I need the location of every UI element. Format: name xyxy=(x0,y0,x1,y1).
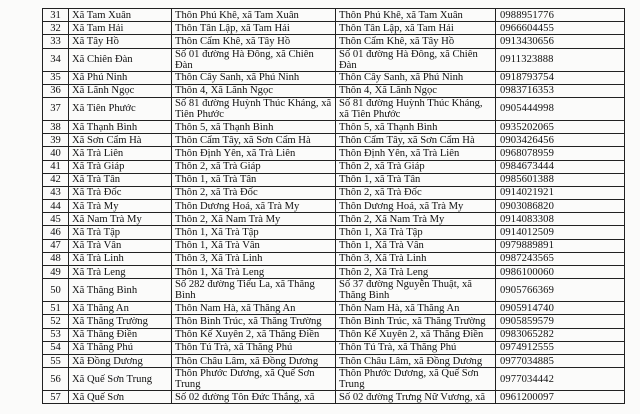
table-row xyxy=(43,200,625,213)
address-cell: Thôn 5, xã Thạnh Bình xyxy=(172,120,336,133)
commune-name-cell: Xã Trà Linh xyxy=(69,252,172,265)
row-number-cell: 31 xyxy=(43,9,69,22)
commune-name-cell: Xã Thăng Trường xyxy=(69,315,172,328)
address-alt-cell: Thôn Bình Trúc, xã Thăng Trường xyxy=(336,315,496,328)
address-cell: Thôn Châu Lâm, xã Đồng Dương xyxy=(172,354,336,367)
commune-name-cell: Xã Trà Đốc xyxy=(69,186,172,199)
commune-name-cell: Xã Trà Vân xyxy=(69,239,172,252)
phone-number-cell: 0911323888 xyxy=(496,48,625,71)
address-alt-cell: Thôn Nam Hà, xã Thăng An xyxy=(336,302,496,315)
commune-name-cell: Xã Thăng An xyxy=(69,302,172,315)
commune-name-cell: Xã Thăng Phú xyxy=(69,341,172,354)
phone-number-cell: 0914012509 xyxy=(496,226,625,239)
phone-number-cell: 0974912555 xyxy=(496,341,625,354)
address-alt-cell: Thôn 1, Xã Trà Vân xyxy=(336,239,496,252)
address-cell: Thôn Cây Sanh, xã Phú Ninh xyxy=(172,71,336,84)
table-row xyxy=(43,279,625,302)
phone-number-cell: 0905859579 xyxy=(496,315,625,328)
table-row xyxy=(43,213,625,226)
address-cell: Thôn 2, xã Trà Đốc xyxy=(172,186,336,199)
commune-name-cell: Xã Tiên Phước xyxy=(69,97,172,120)
address-cell: Số 81 đường Huỳnh Thúc Kháng, xã Tiên Phước xyxy=(172,97,336,120)
row-number-cell: 47 xyxy=(43,239,69,252)
phone-number-cell: 0935202065 xyxy=(496,120,625,133)
address-alt-cell: Số 01 đường Hà Đông, xã Chiên Đàn xyxy=(336,48,496,71)
row-number-cell: 57 xyxy=(43,391,69,404)
address-cell: Thôn Phú Khê, xã Tam Xuân xyxy=(172,9,336,22)
address-cell: Số 282 đường Tiểu La, xã Thăng Bình xyxy=(172,279,336,302)
table-row xyxy=(43,120,625,133)
address-cell: Thôn 1, Xã Trà Vân xyxy=(172,239,336,252)
address-alt-cell: Thôn 4, Xã Lãnh Ngọc xyxy=(336,84,496,97)
address-cell: Thôn Nam Hà, xã Thăng An xyxy=(172,302,336,315)
commune-name-cell: Xã Trà Tân xyxy=(69,173,172,186)
row-number-cell: 44 xyxy=(43,200,69,213)
address-alt-cell: Số 81 đường Huỳnh Thúc Kháng, xã Tiên Phước xyxy=(336,97,496,120)
row-number-cell: 56 xyxy=(43,368,69,391)
row-number-cell: 38 xyxy=(43,120,69,133)
table-row xyxy=(43,147,625,160)
phone-number-cell: 0914021921 xyxy=(496,186,625,199)
table-row xyxy=(43,71,625,84)
address-cell: Số 01 đường Hà Đông, xã Chiên Đàn xyxy=(172,48,336,71)
phone-number-cell: 0961200097 xyxy=(496,391,625,404)
address-cell: Số 02 đường Tôn Đức Thắng, xã xyxy=(172,391,336,404)
phone-number-cell: 0984673444 xyxy=(496,160,625,173)
row-number-cell: 52 xyxy=(43,315,69,328)
address-alt-cell: Thôn Châu Lâm, xã Đồng Dương xyxy=(336,354,496,367)
table-row xyxy=(43,252,625,265)
address-cell: Thôn Tú Trà, xã Thăng Phú xyxy=(172,341,336,354)
address-alt-cell: Thôn 2, Xã Nam Trà My xyxy=(336,213,496,226)
address-alt-cell: Thôn Tú Trà, xã Thăng Phú xyxy=(336,341,496,354)
address-cell: Thôn 1, Xã Trà Tập xyxy=(172,226,336,239)
commune-name-cell: Xã Lãnh Ngọc xyxy=(69,84,172,97)
table-row xyxy=(43,9,625,22)
address-alt-cell: Thôn Phước Dương, xã Quế Sơn Trung xyxy=(336,368,496,391)
phone-number-cell: 0905914740 xyxy=(496,302,625,315)
table-row xyxy=(43,302,625,315)
table-row xyxy=(43,239,625,252)
commune-name-cell: Xã Phú Ninh xyxy=(69,71,172,84)
row-number-cell: 51 xyxy=(43,302,69,315)
phone-number-cell: 0983716353 xyxy=(496,84,625,97)
table-row xyxy=(43,134,625,147)
phone-number-cell: 0985601388 xyxy=(496,173,625,186)
phone-number-cell: 0918793754 xyxy=(496,71,625,84)
phone-number-cell: 0903086820 xyxy=(496,200,625,213)
address-alt-cell: Số 02 đường Trưng Nữ Vương, xã xyxy=(336,391,496,404)
phone-number-cell: 0977034442 xyxy=(496,368,625,391)
row-number-cell: 40 xyxy=(43,147,69,160)
address-alt-cell: Thôn Kế Xuyên 2, xã Thăng Điền xyxy=(336,328,496,341)
row-number-cell: 49 xyxy=(43,266,69,279)
phone-number-cell: 0968078959 xyxy=(496,147,625,160)
address-alt-cell: Thôn Cẩm Tây, xã Sơn Cẩm Hà xyxy=(336,134,496,147)
commune-name-cell: Xã Trà Leng xyxy=(69,266,172,279)
address-alt-cell: Số 37 đường Nguyễn Thuật, xã Thăng Bình xyxy=(336,279,496,302)
address-cell: Thôn 4, Xã Lãnh Ngọc xyxy=(172,84,336,97)
address-cell: Thôn Cẩm Khê, xã Tây Hồ xyxy=(172,35,336,48)
address-alt-cell: Thôn Định Yên, xã Trà Liên xyxy=(336,147,496,160)
commune-name-cell: Xã Đồng Dương xyxy=(69,354,172,367)
address-alt-cell: Thôn 2, xã Trà Đốc xyxy=(336,186,496,199)
commune-name-cell: Xã Nam Trà My xyxy=(69,213,172,226)
address-alt-cell: Thôn 1, xã Trà Tân xyxy=(336,173,496,186)
commune-name-cell: Xã Trà My xyxy=(69,200,172,213)
address-cell: Thôn Phước Dương, xã Quế Sơn Trung xyxy=(172,368,336,391)
row-number-cell: 48 xyxy=(43,252,69,265)
table-row xyxy=(43,341,625,354)
row-number-cell: 54 xyxy=(43,341,69,354)
phone-number-cell: 0983065282 xyxy=(496,328,625,341)
address-cell: Thôn Định Yên, xã Trà Liên xyxy=(172,147,336,160)
phone-number-cell: 0905766369 xyxy=(496,279,625,302)
table-row xyxy=(43,266,625,279)
phone-number-cell: 0979889891 xyxy=(496,239,625,252)
commune-name-cell: Xã Quế Sơn xyxy=(69,391,172,404)
address-alt-cell: Thôn 5, xã Thạnh Bình xyxy=(336,120,496,133)
table-row xyxy=(43,186,625,199)
commune-name-cell: Xã Tây Hồ xyxy=(69,35,172,48)
row-number-cell: 41 xyxy=(43,160,69,173)
table-body xyxy=(43,9,625,404)
address-cell: Thôn Cẩm Tây, xã Sơn Cẩm Hà xyxy=(172,134,336,147)
table-row xyxy=(43,84,625,97)
address-alt-cell: Thôn Dương Hoá, xã Trà My xyxy=(336,200,496,213)
address-alt-cell: Thôn Tân Lập, xã Tam Hải xyxy=(336,22,496,35)
commune-name-cell: Xã Thăng Điền xyxy=(69,328,172,341)
row-number-cell: 50 xyxy=(43,279,69,302)
row-number-cell: 37 xyxy=(43,97,69,120)
table-row xyxy=(43,315,625,328)
address-cell: Thôn 1, xã Trà Tân xyxy=(172,173,336,186)
row-number-cell: 45 xyxy=(43,213,69,226)
commune-name-cell: Xã Tam Xuân xyxy=(69,9,172,22)
row-number-cell: 46 xyxy=(43,226,69,239)
table-row xyxy=(43,22,625,35)
address-alt-cell: Thôn Cẩm Khê, xã Tây Hồ xyxy=(336,35,496,48)
row-number-cell: 43 xyxy=(43,186,69,199)
phone-number-cell: 0977034885 xyxy=(496,354,625,367)
commune-name-cell: Xã Tam Hải xyxy=(69,22,172,35)
address-cell: Thôn Bình Trúc, xã Thăng Trường xyxy=(172,315,336,328)
phone-number-cell: 0987243565 xyxy=(496,252,625,265)
table-row xyxy=(43,48,625,71)
address-alt-cell: Thôn 3, Xã Trà Linh xyxy=(336,252,496,265)
row-number-cell: 53 xyxy=(43,328,69,341)
commune-name-cell: Xã Trà Liên xyxy=(69,147,172,160)
address-cell: Thôn 2, xã Trà Giáp xyxy=(172,160,336,173)
row-number-cell: 33 xyxy=(43,35,69,48)
address-cell: Thôn 2, Xã Nam Trà My xyxy=(172,213,336,226)
table-row xyxy=(43,368,625,391)
table-row xyxy=(43,391,625,404)
phone-number-cell: 0913430656 xyxy=(496,35,625,48)
row-number-cell: 36 xyxy=(43,84,69,97)
address-cell: Thôn 3, Xã Trà Linh xyxy=(172,252,336,265)
address-cell: Thôn 1, Xã Trà Leng xyxy=(172,266,336,279)
address-alt-cell: Thôn 2, xã Trà Giáp xyxy=(336,160,496,173)
commune-name-cell: Xã Thăng Bình xyxy=(69,279,172,302)
table-row xyxy=(43,160,625,173)
row-number-cell: 35 xyxy=(43,71,69,84)
office-address-table xyxy=(42,8,625,404)
commune-name-cell: Xã Trà Giáp xyxy=(69,160,172,173)
phone-number-cell: 0988951776 xyxy=(496,9,625,22)
commune-name-cell: Xã Sơn Cẩm Hà xyxy=(69,134,172,147)
phone-number-cell: 0903426456 xyxy=(496,134,625,147)
row-number-cell: 34 xyxy=(43,48,69,71)
address-cell: Thôn Tân Lập, xã Tam Hải xyxy=(172,22,336,35)
row-number-cell: 39 xyxy=(43,134,69,147)
table-row xyxy=(43,226,625,239)
phone-number-cell: 0914083308 xyxy=(496,213,625,226)
commune-name-cell: Xã Thạnh Bình xyxy=(69,120,172,133)
table-row xyxy=(43,173,625,186)
address-alt-cell: Thôn Cây Sanh, xã Phú Ninh xyxy=(336,71,496,84)
table-row xyxy=(43,328,625,341)
phone-number-cell: 0966604455 xyxy=(496,22,625,35)
table-row xyxy=(43,354,625,367)
address-alt-cell: Thôn Phú Khê, xã Tam Xuân xyxy=(336,9,496,22)
address-cell: Thôn Dương Hoá, xã Trà My xyxy=(172,200,336,213)
phone-number-cell: 0986100060 xyxy=(496,266,625,279)
row-number-cell: 55 xyxy=(43,354,69,367)
address-alt-cell: Thôn 1, Xã Trà Tập xyxy=(336,226,496,239)
row-number-cell: 32 xyxy=(43,22,69,35)
table-row xyxy=(43,35,625,48)
commune-name-cell: Xã Trà Tập xyxy=(69,226,172,239)
commune-name-cell: Xã Chiên Đàn xyxy=(69,48,172,71)
address-alt-cell: Thôn 2, Xã Trà Leng xyxy=(336,266,496,279)
address-cell: Thôn Kế Xuyên 2, xã Thăng Điền xyxy=(172,328,336,341)
table-row xyxy=(43,97,625,120)
commune-name-cell: Xã Quế Sơn Trung xyxy=(69,368,172,391)
row-number-cell: 42 xyxy=(43,173,69,186)
phone-number-cell: 0905444998 xyxy=(496,97,625,120)
